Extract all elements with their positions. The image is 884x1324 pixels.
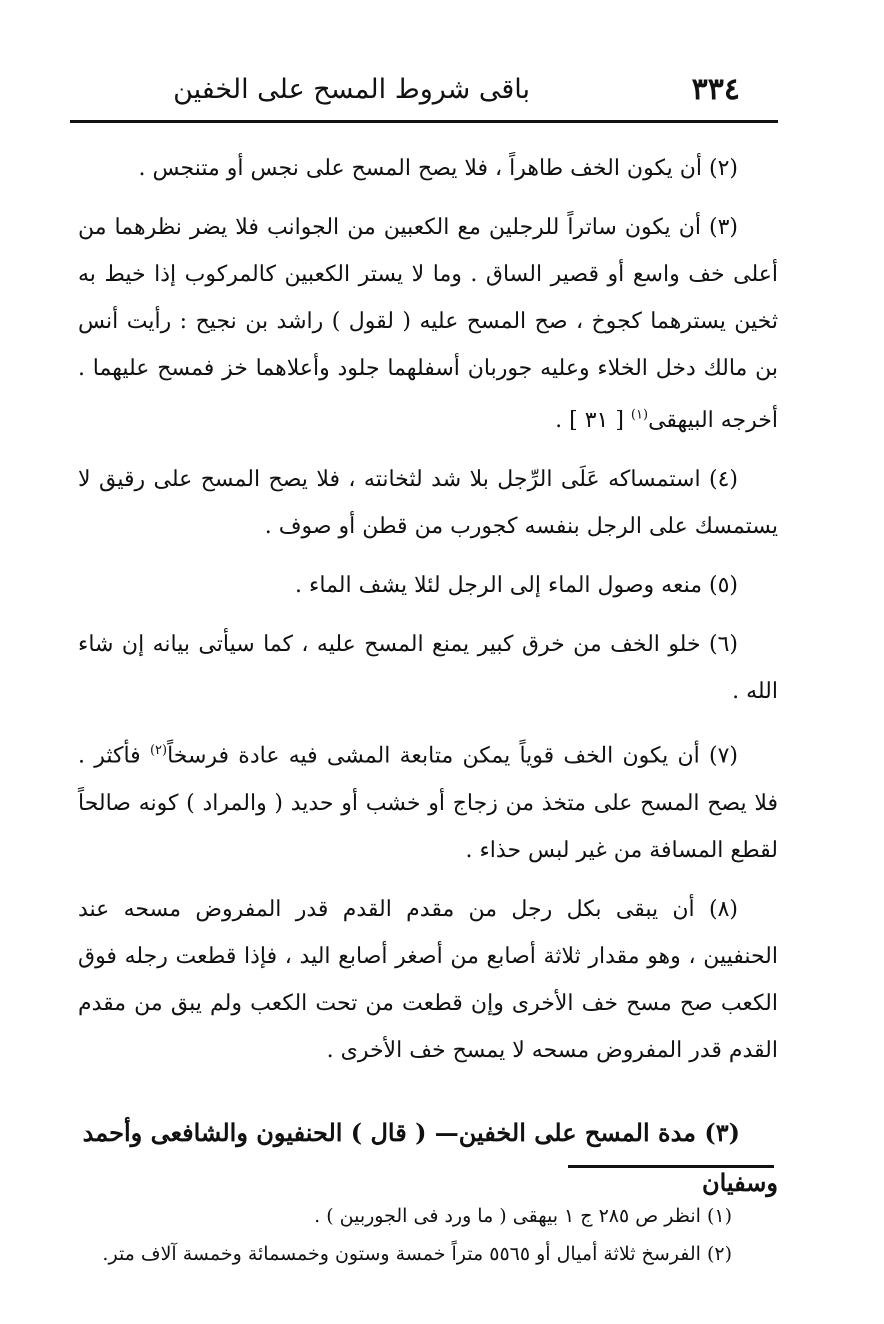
condition-7-text: فلا يصح المسح على متخذ من زجاج أو خشب أو حديد ( والمراد ) كونه صالحاً لقطع المسافة من غير لبس حذاء . bbox=[78, 790, 778, 863]
page-header bbox=[70, 70, 780, 114]
paragraph-condition-8: (٨) أن يبقى بكل رجل من مقدم القدم قدر المفروض مسحه عند الحنفيين ، وهو مقدار ثلاثة أصابع من أصغر أصابع اليد ، فإذا قطعت رجله فوق الكعب صح مسح خف الأخرى وإن قطعت من تحت الكعب ولم يبق من مقدم القدم قدر المفروض مسحه لا يمسح خف الأخرى . bbox=[78, 896, 779, 1063]
paragraph-condition-3-text: (٣) أن يكون ساتراً للرجلين مع الكعبين من الجوانب فلا يضر نظرهما من أعلى خف واسع أو قصير الساق . وما لا يستر الكعبين كالمركوب إذا خيط به ثخين يسترهما كجوخ ، صح المسح عليه ( لقول ) راشد بن نجيح : رأيت أنس بن مالك دخل الخلاء وعليه جوربان أسفلهما جلود وأعلاهما خز فمسح عليهما . bbox=[78, 215, 778, 381]
condition-7-tail: فأكثر . bbox=[78, 743, 141, 769]
header-rule bbox=[70, 120, 778, 123]
paragraph-condition-4: (٤) استمساكه عَلَى الرِّجل بلا شد لثخانته ، فلا يصح المسح على رقيق لا يستمسك على الرجل بنفسه كجورب من قطن أو صوف . bbox=[78, 467, 778, 540]
reference-lead: أخرجه البيهقى bbox=[648, 408, 778, 434]
page-number: ٣٣٤ bbox=[691, 72, 740, 107]
body-text bbox=[78, 145, 778, 1232]
paragraph-condition-7 bbox=[78, 727, 778, 873]
footnote-1: (١) انظر ص ٢٨٥ ج ١ بيهقى ( ما ورد فى الجوربين ) . bbox=[314, 1205, 732, 1227]
condition-7-lead: (٧) أن يكون الخف قوياً يمكن متابعة المشى فيه عادة فرسخاً bbox=[167, 743, 738, 769]
paragraph-condition-2: (٢) أن يكون الخف طاهراً ، فلا يصح المسح على نجس أو متنجس . bbox=[138, 156, 738, 181]
paragraph-condition-6: (٦) خلو الخف من خرق كبير يمنع المسح عليه ، كما سيأتى بيانه إن شاء الله . bbox=[78, 632, 778, 705]
paragraph-condition-3-reference bbox=[555, 408, 778, 433]
paragraph-condition-3 bbox=[78, 204, 778, 444]
section-duration bbox=[78, 1108, 778, 1208]
footnotes bbox=[92, 1197, 732, 1273]
reference-tail: [ ٣١ ] . bbox=[555, 408, 624, 434]
paragraph-condition-5: (٥) منعه وصول الماء إلى الرجل لئلا يشف الماء . bbox=[295, 573, 738, 599]
running-title: باقى شروط المسح على الخفين bbox=[173, 74, 530, 105]
section-heading: (٣) مدة المسح على الخفين bbox=[458, 1117, 740, 1147]
footnote-mark-2: (٢) bbox=[149, 743, 168, 759]
section-text: — ( قال ) الحنفيون والشافعى وأحمد وسفيان bbox=[82, 1117, 778, 1197]
footnote-mark-1: (١) bbox=[630, 408, 649, 423]
footnote-2: (٢) الفرسخ ثلاثة أميال أو ٥٥٦٥ متراً خمسة وستون وخمسمائة وخمسة آلاف متر. bbox=[102, 1243, 732, 1265]
footnote-rule bbox=[568, 1165, 774, 1168]
